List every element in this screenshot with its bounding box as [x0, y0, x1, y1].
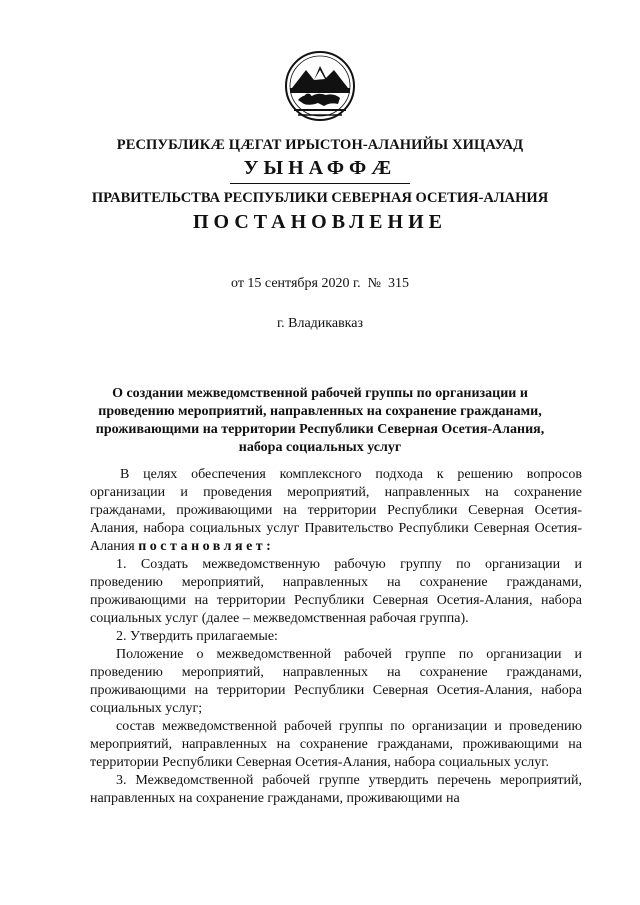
document-dateline	[0, 276, 640, 292]
ossetian-document-type: УЫНАФФÆ	[243, 157, 397, 179]
paragraph-2b: состав межведомственной рабочей группы по организации и проведению мероприятий, направленных на сохранение гражданами, проживающими на территории Республики Северная Осетия-Алания, набора социальных услуг.	[90, 719, 582, 770]
paragraph-2a: Положение о межведомственной рабочей группе по организации и проведению мероприятий, направленных на сохранение гражданами, проживающими на территории Республики Северная Осетия-Алания, набора социальных услуг;	[90, 647, 582, 716]
document-date: от 15 сентября 2020 г.	[231, 276, 361, 291]
decree-word: постановляет:	[138, 539, 275, 554]
document-title: О создании межведомственной рабочей группы по организации и проведению мероприятий, направленных на сохранение гражданами, проживающими на территории Республики Северная Осетия-Алания, набора социальных услуг	[95, 386, 545, 455]
header-divider	[230, 183, 410, 184]
coat-of-arms-emblem	[284, 48, 356, 124]
document-body	[90, 466, 582, 808]
paragraph-1: 1. Создать межведомственную рабочую группу по организации и проведению мероприятий, направленных на сохранение гражданами, проживающими на территории Республики Северная Осетия-Алания, набора социальных услуг (далее – межведомственная рабочая группа).	[90, 557, 582, 626]
document-number: 315	[387, 276, 409, 291]
preamble-paragraph	[90, 466, 582, 556]
russian-government-name: ПРАВИТЕЛЬСТВА РЕСПУБЛИКИ СЕВЕРНАЯ ОСЕТИЯ-АЛАНИЯ	[91, 190, 549, 206]
paragraph-2: 2. Утвердить прилагаемые:	[116, 629, 278, 644]
preamble-text: В целях обеспечения комплексного подхода к решению вопросов организации и проведения мероприятий, направленных на сохранение гражданами, проживающими на территории Республики Северная Осетия-Алания, набора социальных услуг Правительство Республики Северная Осетия-Алания	[90, 467, 582, 554]
paragraph-3: 3. Межведомственной рабочей группе утвердить перечень мероприятий, направленных на сохранение гражданами, проживающими на	[90, 773, 582, 806]
russian-document-type: ПОСТАНОВЛЕНИЕ	[193, 211, 447, 233]
number-sign: №	[367, 276, 381, 291]
document-city: г. Владикавказ	[276, 316, 364, 331]
ossetian-government-name: РЕСПУБЛИКÆ ЦÆГАТ ИРЫСТОН-АЛАНИЙЫ ХИЦАУАД	[116, 137, 524, 153]
